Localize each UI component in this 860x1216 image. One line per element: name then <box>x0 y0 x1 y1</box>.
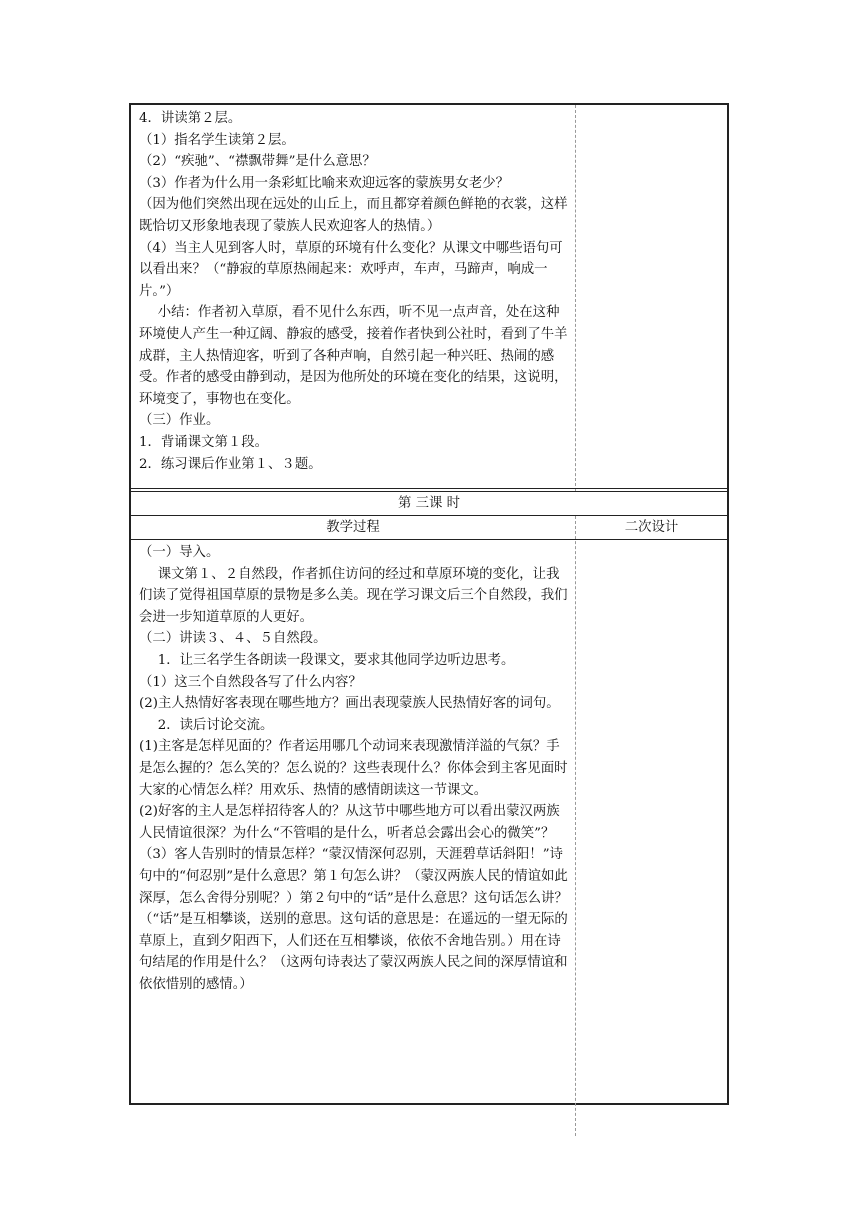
intro-heading: （一）导入。 <box>139 545 220 560</box>
line-q-meaning: （2）“疾驰”、“襟飘带舞”是什么意思？ <box>139 154 376 170</box>
header-second-design: 二次设计 <box>624 520 679 535</box>
double-rule-top <box>131 488 727 489</box>
intro-paragraph: 课文第１、２自然段，作者抓住访问的经过和草原环境的变化，让我们读了觉得祖国草原的景物是多么美。现在学习课文后三个自然段，我们会进一步知道草原的人更好。 <box>139 566 568 625</box>
explain-heading: （二）讲读３、４、５自然段。 <box>139 631 327 647</box>
summary-paragraph: 小结：作者初入草原，看不见什么东西，听不见一点声音，处在这种环境使人产生一种辽阔、静寂的感受，接着作者快到公社时，看到了牛羊成群，主人热情迎客，听到了各种声响，自然引起一种兴旺、热闹的感受。作者的感受由静到动，是因为他所处的环境在变化的结果，这说明，环境变了，事物也在变化。 <box>139 305 568 407</box>
column-divider-lower <box>575 516 576 1136</box>
upper-process-cell <box>139 108 569 475</box>
lesson-table <box>129 103 729 1105</box>
q-hosting: (2)好客的主人是怎样招待客人的？从这节中哪些地方可以看出蒙汉两族人民情谊很深？为什么“不管唱的是什么，听者总会露出会心的微笑”？ <box>139 804 560 841</box>
q-farewell: （3）客人告别时的情景怎样？“蒙汉情深何忍别，天涯碧草话斜阳！”诗句中的“何忍别”是什么意思？第１句怎么讲？（蒙汉两族人民的情谊如此深厚，怎么舍得分别呢？）第２句中的“话”是什么意思？这句话怎么讲？（“话”是互相攀谈，送别的意思。这句话的意思是：在遥远的一望无际的草原上，直到夕阳西下，人们还在互相攀谈，依依不舍地告别。）用在诗句结尾的作用是什么？（这两句诗表达了蒙汉两族人民之间的深厚情谊和依依惜别的感情。） <box>139 847 568 992</box>
step-2: 2．读后讨论交流。 <box>157 717 274 733</box>
title-rule <box>131 515 727 516</box>
line-read-layer2: （1）指名学生读第２层。 <box>139 132 295 148</box>
double-rule-bottom <box>131 491 727 492</box>
header-rule <box>131 539 727 540</box>
q-hospitality: (2)主人热情好客表现在哪些地方？画出表现蒙族人民热情好客的词句。 <box>139 696 560 712</box>
q-meeting: (1)主客是怎样见面的？作者运用哪几个动词来表现激情洋溢的气氛？手是怎么握的？怎么笑的？怎么说的？这些表现什么？你体会到主客见面时大家的心情怎么样？用欢乐、热情的感情朗读这一节课文。 <box>139 739 568 798</box>
homework-heading: （三）作业。 <box>139 413 220 429</box>
section-title: 第 三课 时 <box>397 496 461 511</box>
homework-item-1: 1．背诵课文第１段。 <box>139 434 269 450</box>
q-content: （1）这三个自然段各写了什么内容？ <box>139 674 362 690</box>
step-1: 1．让三名学生各朗读一段课文，要求其他同学边听边思考。 <box>157 652 515 668</box>
line-4-heading: 4．讲读第２层。 <box>139 111 242 126</box>
line-q-rainbow: （3）作者为什么用一条彩虹比喻来欢迎远客的蒙族男女老少？ <box>139 175 510 191</box>
section-title-row <box>131 493 727 515</box>
homework-item-2: 2．练习课后作业第１、３题。 <box>139 456 322 472</box>
header-teaching-process: 教学过程 <box>326 520 380 535</box>
line-q-environment: （4）当主人见到客人时，草原的环境有什么变化？从课文中哪些语句可以看出来？（“静寂的草原热闹起来：欢呼声，车声，马蹄声，响成一片。”） <box>139 240 563 299</box>
lower-process-cell <box>139 542 569 995</box>
line-answer-rainbow: （因为他们突然出现在远处的山丘上，而且都穿着颜色鲜艳的衣裳，这样既恰切又形象地表现了蒙族人民欢迎客人的热情。） <box>139 197 568 234</box>
column-header-row <box>131 517 727 539</box>
column-divider-upper <box>575 105 576 491</box>
